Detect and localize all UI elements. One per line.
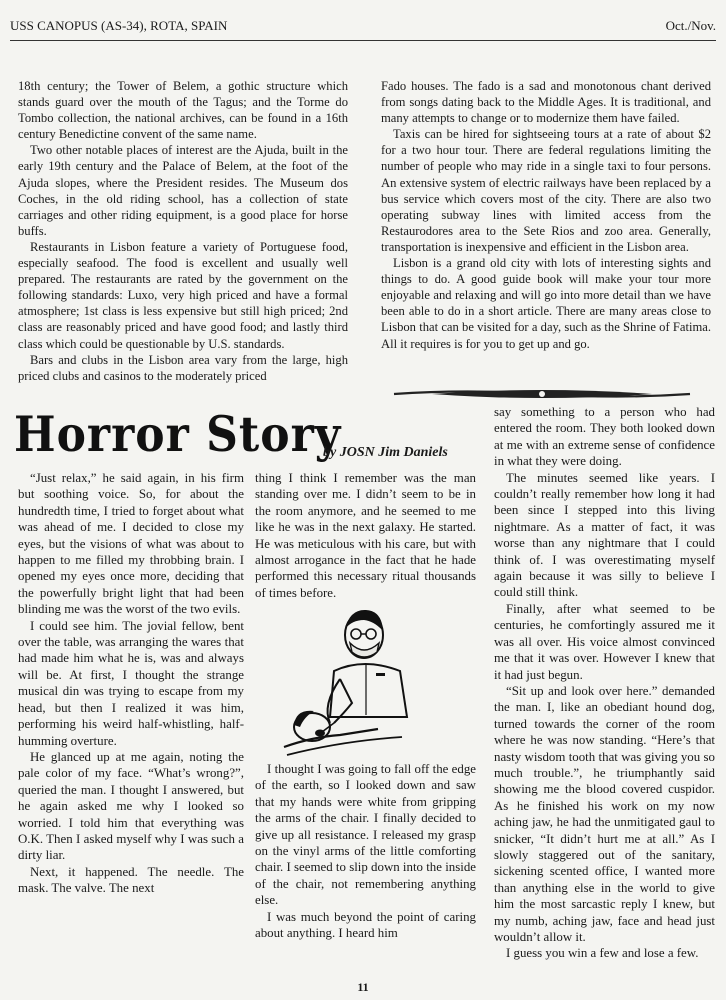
article-paragraph: Taxis can be hired for sightseeing tours at a rate of about $2 for a two hour tour. There are federal regulations limiting the number of people who may ride in a single taxi to four persons. An extensive system of electric railways have been replaced by a bus service which covers most of the city. There are also two operating subway lines with limited access from the Restaurodores area to the Sete Rios and zoo area. Generally, transportation is inexpensive and efficient in the Lisbon area. xyxy=(381,127,711,254)
story-paragraph: “Just relax,” he said again, in his firm but soothing voice. So, for about the hundredth time, I tried to forget about what was ahead of me. I decided to close my eyes, but the visions of what was about to happen to me filled my throbbing brain. I opened my eyes once more, deciding that the powerfully bright light that had been blinding me was the worst of the two evils. xyxy=(18,471,244,617)
story-paragraph: I could see him. The jovial fellow, bent over the table, was arranging the wares that had made him what he is, was and always will be. At first, I thought the strange musical din was trying to escape from my head, but then I realized it was him, performing his weird half-whistling, half-humming overture. xyxy=(18,618,244,748)
story-byline: by JOSN Jim Daniels xyxy=(323,445,448,460)
article-paragraph: Restaurants in Lisbon feature a variety of Portuguese food, especially seafood. The food is excellent and usually well prepared. The restaurants are rated by the government on the following standards: Luxo, very high priced and have a formal atmosphere; 1st class is less expensive but still high priced; 2nd class are reasonably priced and have good food; and lastly third class which could be questionable by U.S. standards. xyxy=(18,239,348,351)
issue-date: Oct./Nov. xyxy=(665,18,716,33)
story-column-3 xyxy=(494,404,715,962)
story-column-1 xyxy=(18,470,244,897)
story-column-2-top xyxy=(255,470,476,601)
article-right-column xyxy=(381,78,711,352)
story-paragraph: Next, it happened. The needle. The mask. The valve. The next xyxy=(18,864,244,896)
story-paragraph: Finally, after what seemed to be centuries, he comfortingly assured me it was all over. His voice almost convinced me that it was over. However I knew that it had just begun. xyxy=(494,601,715,682)
scroll-divider-ornament-icon xyxy=(392,387,692,401)
story-title: Horror Story xyxy=(14,407,342,464)
story-paragraph: “Sit up and look over here.” demanded the man. I, like an obediant hound dog, turned towards the corner of the room where he was now standing. “Here’s that nasty wisdom tooth that was giving you so much trouble.”, he triumphantly said showing me the blood covered cuspidor. As he finished his work on my now aching jaw, he had the unmitigated gaul to snicker, “It didn’t hurt me at all.” As I slowly staggered out of the sanitary, sickening scented office, I wanted more than anything else in the world to give him the most sarcastic reply I knew, but my numb, aching jaw, face and head just wouldn’t allow it. xyxy=(494,683,715,944)
story-paragraph: He glanced up at me again, noting the pale color of my face. “What’s wrong?”, queried the man. I thought I answered, but he again asked me why I looked so worried. I told him that everything was O.K. Then I asked myself why I was such a dirty liar. xyxy=(18,749,244,863)
page-number: 11 xyxy=(357,980,369,994)
publication-title: USS CANOPUS (AS-34), ROTA, SPAIN xyxy=(10,18,228,33)
page-header xyxy=(10,18,716,41)
story-paragraph: say something to a person who had entered the room. They both looked down at me with an extreme sense of confidence in what they were doing. xyxy=(494,405,715,469)
dentist-illustration-icon xyxy=(282,605,417,757)
article-paragraph: Two other notable places of interest are the Ajuda, built in the early 19th century and the Palace of Belem, at the foot of the Ajuda slopes, where the President resides. The Museum dos Coches, in the old riding school, has a collection of state carriages and other riding equipment, is a good place for horse buffs. xyxy=(18,143,348,238)
story-paragraph: The minutes seemed like years. I couldn’t really remember how long it had been since I stepped into this living nightmare. As a matter of fact, it was worse than any nightmare that I could think of. I was overestimating myself again because it was silly to believe I could still think. xyxy=(494,470,715,600)
story-column-2-bottom xyxy=(255,761,476,941)
story-paragraph: I thought I was going to fall off the edge of the earth, so I looked down and saw that my hands were white from gripping the arms of the chair. I finally decided to give up all resistance. I released my grasp on the vinyl arms of the little comforting chair. I seemed to slip down into the inside of the chair, not remembering anything else. xyxy=(255,762,476,908)
article-left-column xyxy=(18,78,348,384)
article-paragraph: 18th century; the Tower of Belem, a gothic structure which stands guard over the mouth of the Tagus; and the Torme do Tombo collection, the national archives, can be found in a 16th century Benedictine convent of the same name. xyxy=(18,79,348,142)
article-paragraph: Bars and clubs in the Lisbon area vary from the large, high priced clubs and casinos to the moderately priced xyxy=(18,352,348,383)
article-paragraph: Lisbon is a grand old city with lots of interesting sights and things to do. A good guide book will make your tour more enjoyable and relaxing and will go into more detail than we have been able to do in a short article. There are many areas close to Lisbon that can be visited for a day, such as the Shrine of Fatima. All it requires is for you to get up and go. xyxy=(381,256,711,351)
story-paragraph: thing I think I remember was the man standing over me. I didn’t seem to be in the room anymore, and he seemed to me like he was in the next galaxy. He started. He was meticulous with his care, but with almost arrogance in the fact that he hade performed this necessary ritual thousands of times before. xyxy=(255,471,476,600)
article-paragraph: Fado houses. The fado is a sad and monotonous chant derived from songs dating back to the Middle Ages. It is traditional, and many attempts to change or to modernize them have failed. xyxy=(381,79,711,126)
story-paragraph: I was much beyond the point of caring about anything. I heard him xyxy=(255,909,476,941)
story-paragraph: I guess you win a few and lose a few. xyxy=(506,946,699,961)
